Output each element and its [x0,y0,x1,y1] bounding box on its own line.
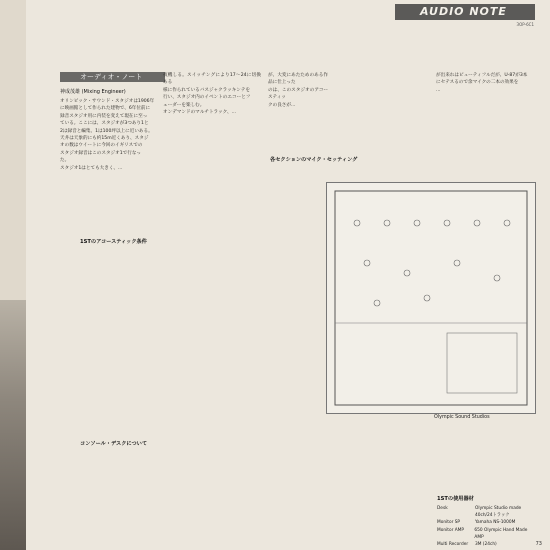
page-code: ЗОР-6С1 [516,22,534,27]
column-2: 夜機しる。スイッチングにより17〜24に切換ある 様に作られているバスジャクラッキンテを 行い、スタジオ内のイベントのエコーとフ ェーダーを楽しむ。 オンデマンドのマルチトラック、... [163,73,261,116]
subhead-console: コンソール・デスクについて [80,441,148,447]
table-row: Desk Olympic Studio made [437,506,522,511]
section-title: オーディオ・ノート [80,73,143,81]
table-row: Monitor AMP 650 Olympic Hand Made AMP [437,527,528,540]
table-row: Multi Recorder 3M (24ch) [437,542,497,548]
subhead-mic-setting: 各セクションのマイク・セッティング [270,157,358,163]
subhead-acoustics: 1STのアコースティック条件 [80,239,147,245]
studio-floor-plan [326,182,536,414]
subhead-equipment: 1STの使用器材 [437,496,474,502]
table-row: 40ch/24トラック [475,513,510,519]
page-number: 73 [535,541,542,547]
table-row: Monitor SP Yamaha NS-1000M [437,520,516,526]
previous-page-edge [0,0,26,550]
header-title: AUDIO NOTE [420,5,507,18]
equipment-table [437,505,537,548]
column-3: が、大変にあたためのある作品に仕上った のは、このスタジオのアコースティッ クの良さが... [268,73,328,108]
floor-plan-drawing [327,183,535,413]
column-1: オリンピック・サウンド・スタジオは1906年 に映画館として作られた建物で、6年位前に 録音スタジオ用に内装を変えて現在に至っ ている。ここには、スタジオが3つあり1と 2は録音と編集、1は100坪以上に近いある。 天井は天象的にも約15m近くあり、スタジ オの数はウイートに今回のイギリスでの スタジオ録音はこのスタジオ1で行なっ た。 スタジオ1はとても大きく、... [60,99,155,171]
floor-plan-caption: Olympic Sound Studios [434,415,490,420]
column-4: が出来れはピューティフルだが、U-87が3本 にセテスるので余マイクの二本の効果を ... [436,73,528,93]
byline: 神成茂雄 (Mixing Engineer) [60,89,126,95]
edge-photo [0,300,26,550]
